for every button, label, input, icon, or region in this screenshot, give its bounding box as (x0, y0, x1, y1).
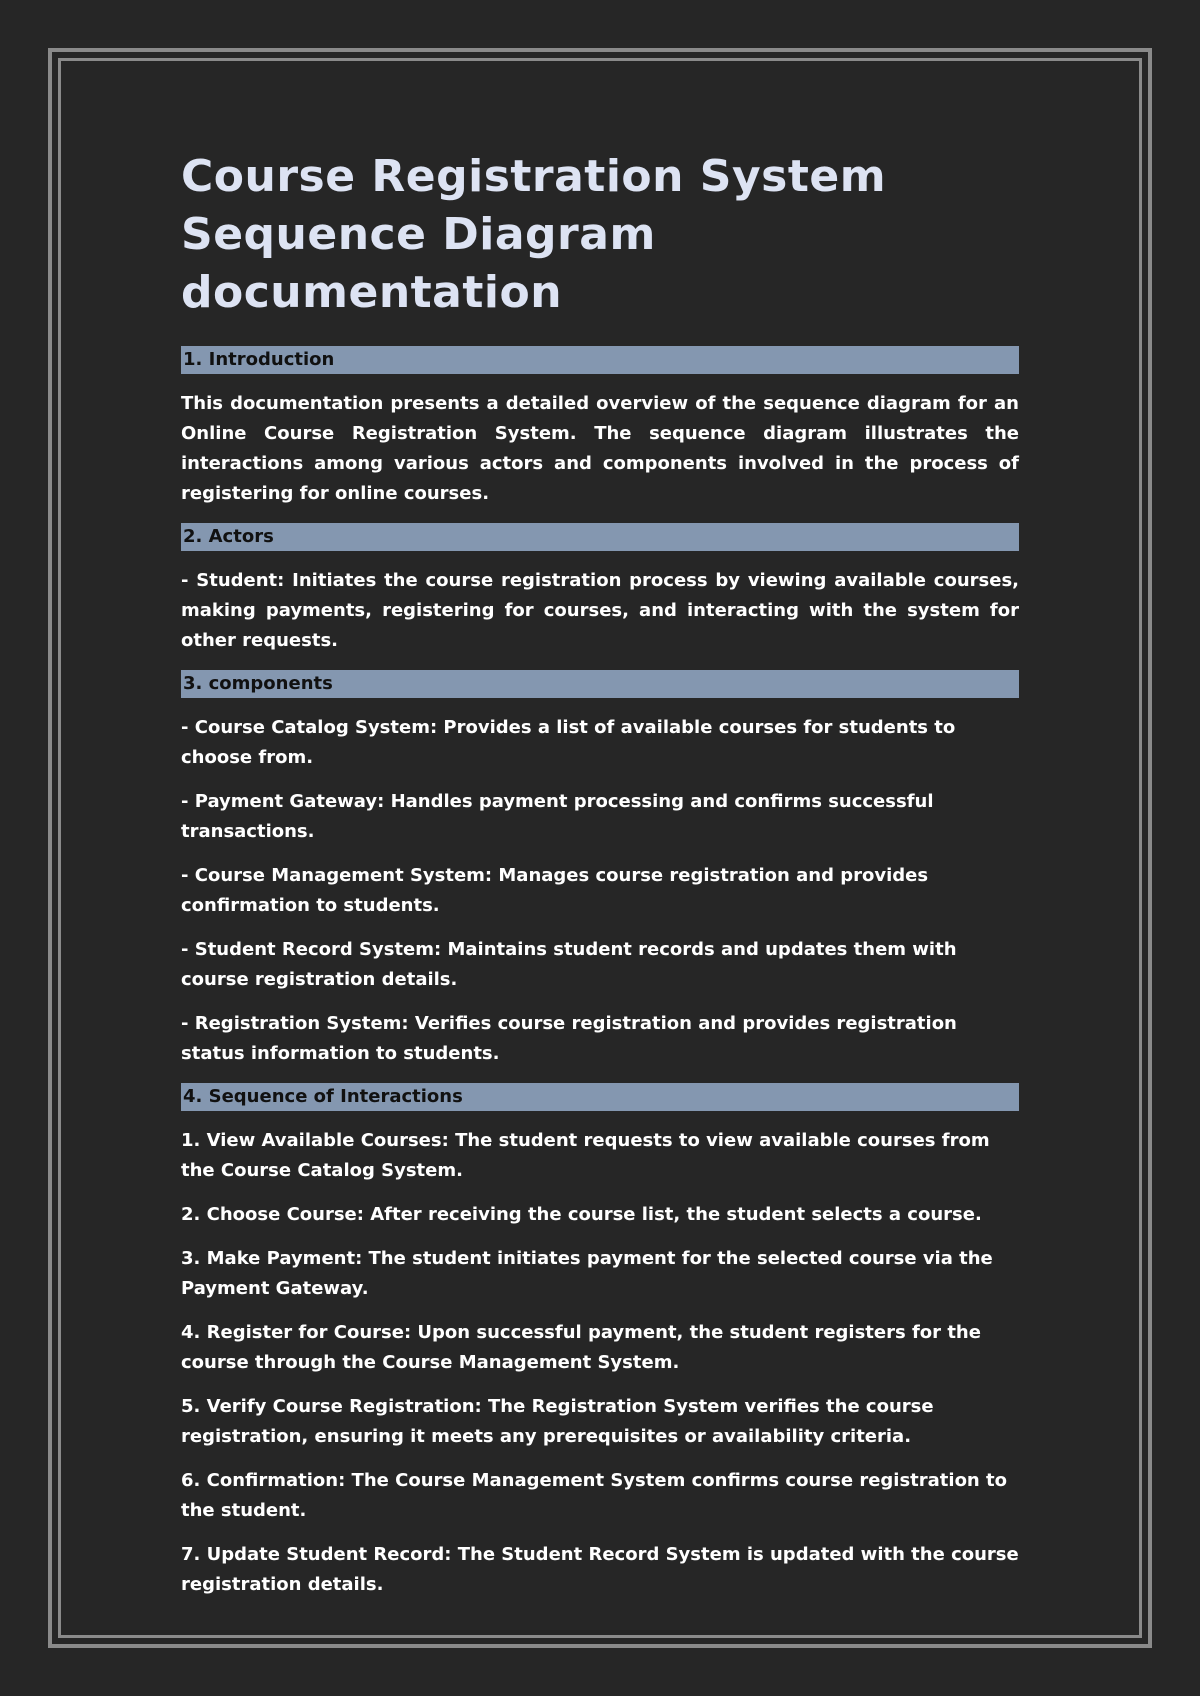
section-heading-actors: 2. Actors (181, 523, 1019, 551)
title-line-3: documentation (181, 267, 563, 318)
section-heading-components: 3. components (181, 670, 1019, 698)
section-heading-introduction: 1. Introduction (181, 346, 1019, 374)
interaction-item-6: 6. Confirmation: The Course Management System confirms course registration to the student. (181, 1470, 1007, 1521)
document-title (181, 148, 1019, 322)
document-body (181, 148, 1019, 1614)
interaction-item-4: 4. Register for Course: Upon successful payment, the student registers for the course through the Course Management System. (181, 1322, 981, 1373)
component-item-student-record: - Student Record System: Maintains student records and updates them with course registration details. (181, 939, 957, 990)
interaction-item-1: 1. View Available Courses: The student requests to view available courses from the Course Catalog System. (181, 1130, 990, 1181)
interaction-item-5: 5. Verify Course Registration: The Registration System verifies the course registration, ensuring it meets any prerequisites or availability criteria. (181, 1396, 934, 1447)
title-line-1: Course Registration System (181, 151, 887, 202)
component-item-payment-gateway: - Payment Gateway: Handles payment processing and confirms successful transactions. (181, 791, 934, 842)
component-item-course-catalog: - Course Catalog System: Provides a list of available courses for students to choose from. (181, 717, 956, 768)
title-line-2: Sequence Diagram (181, 209, 656, 260)
interaction-item-7: 7. Update Student Record: The Student Record System is updated with the course registration details. (181, 1544, 1019, 1595)
introduction-paragraph: This documentation presents a detailed overview of the sequence diagram for an Online Course Registration System. The sequence diagram illustrates the interactions among various actors and components involved in the process of registering for online courses. (181, 393, 1019, 504)
component-item-registration-system: - Registration System: Verifies course registration and provides registration status information to students. (181, 1013, 957, 1064)
section-heading-interactions: 4. Sequence of Interactions (181, 1083, 1019, 1111)
component-item-course-management: - Course Management System: Manages course registration and provides confirmation to students. (181, 865, 929, 916)
actor-item-student: - Student: Initiates the course registration process by viewing available courses, making payments, registering for courses, and interacting with the system for other requests. (181, 570, 1019, 651)
interaction-item-2: 2. Choose Course: After receiving the course list, the student selects a course. (181, 1204, 982, 1225)
interaction-item-3: 3. Make Payment: The student initiates payment for the selected course via the Payment Gateway. (181, 1248, 993, 1299)
